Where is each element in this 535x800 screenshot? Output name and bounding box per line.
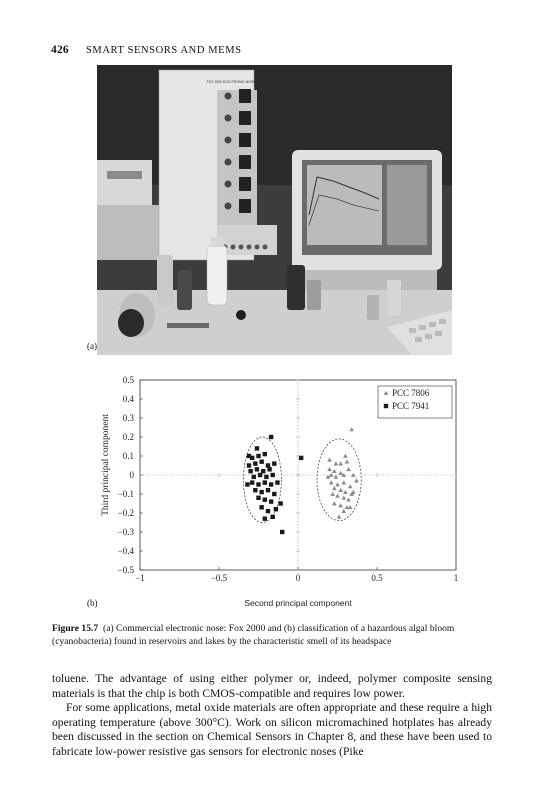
scatter-point: [351, 473, 356, 477]
body-text: [52, 672, 492, 760]
scatter-point: [346, 497, 351, 501]
y-tick-label: 0.1: [122, 451, 134, 461]
scatter-point: [337, 515, 342, 519]
scatter-point: [259, 460, 263, 464]
figure-label-b: (b): [87, 598, 98, 608]
scatter-point: [253, 488, 257, 492]
scatter-point: [255, 446, 259, 450]
scatter-point: [332, 469, 337, 473]
x-tick-label: −1: [135, 573, 145, 583]
scatter-point: [329, 480, 334, 484]
x-tick-label: 0: [295, 573, 301, 583]
scatter-point: [269, 499, 273, 503]
paragraph-1: toluene. The advantage of using either polymer or, indeed, polymer composite sensing materials is that the chip is both CMOS-compatible and requires low power.: [52, 672, 492, 700]
scatter-point: [278, 501, 282, 505]
legend-label: PCC 7806: [392, 388, 430, 398]
page-header: [51, 44, 242, 56]
scatter-point: [299, 456, 303, 460]
caption-text: (a) Commercial electronic nose: Fox 2000 and (b) classification of a hazardous algal bloom (cyanobacteria) found in reservoirs and lakes by the characteristic smell of its headspace: [52, 623, 455, 647]
scatter-point: [338, 471, 343, 475]
y-tick-label: −0.2: [117, 508, 134, 518]
cluster-ellipse: [317, 439, 361, 521]
scatter-point: [267, 467, 271, 471]
scatter-point: [343, 454, 348, 458]
y-tick-label: 0.2: [122, 432, 134, 442]
scatter-point: [266, 488, 270, 492]
scatter-point: [334, 475, 339, 479]
photo-panel-label: FOX 2000 ELECTRONIC NOSE: [206, 80, 256, 84]
scatter-point: [266, 463, 270, 467]
scatter-point: [280, 530, 284, 534]
scatter-point: [348, 505, 353, 509]
figure-label-a: (a): [87, 341, 97, 351]
scatter-point: [338, 488, 343, 492]
data-points: [245, 427, 359, 534]
scatter-point: [348, 484, 353, 488]
scatter-point: [345, 459, 350, 463]
scatter-point: [256, 496, 260, 500]
x-tick-label: 1: [453, 573, 459, 583]
page-number: 426: [51, 44, 69, 56]
scatter-point: [342, 509, 347, 513]
scatter-point: [266, 509, 270, 513]
scatter-point: [269, 482, 273, 486]
scatter-point: [327, 458, 332, 462]
scatter-point: [261, 469, 265, 473]
scatter-point: [263, 452, 267, 456]
y-tick-label: 0.3: [122, 413, 134, 423]
scatter-point: [252, 475, 256, 479]
scatter-point: [272, 461, 276, 465]
y-axis-label: Third principal component: [101, 414, 111, 516]
scatter-point: [248, 469, 252, 473]
scatter-point: [349, 427, 354, 431]
scatter-point: [346, 467, 351, 471]
chart-legend: [378, 386, 452, 418]
scatter-point: [253, 461, 257, 465]
pca-scatter-chart: [80, 368, 470, 610]
y-tick-label: −0.5: [117, 565, 134, 575]
running-title: SMART SENSORS AND MEMS: [85, 45, 242, 56]
scatter-point: [272, 492, 276, 496]
scatter-point: [327, 467, 332, 471]
scatter-point: [256, 482, 260, 486]
scatter-point: [338, 461, 343, 465]
scatter-point: [354, 478, 359, 482]
x-tick-labels: [135, 573, 458, 583]
scatter-point: [263, 480, 267, 484]
scatter-point: [247, 454, 251, 458]
legend-label: PCC 7941: [392, 401, 430, 411]
scatter-point: [332, 486, 337, 490]
scatter-point: [256, 454, 260, 458]
x-axis-label: Second principal component: [244, 598, 352, 608]
scatter-point: [245, 482, 249, 486]
scatter-point: [263, 517, 267, 521]
scatter-point: [269, 435, 273, 439]
figure-caption: [52, 622, 490, 648]
scatter-point: [259, 490, 263, 494]
scatter-point: [264, 475, 268, 479]
scatter-point: [343, 490, 348, 494]
y-tick-label: −0.3: [117, 527, 134, 537]
y-tick-label: 0.4: [122, 394, 134, 404]
scatter-point: [330, 492, 335, 496]
scatter-point: [263, 498, 267, 502]
scatter-point: [255, 467, 259, 471]
scatter-point: [271, 515, 275, 519]
scatter-point: [342, 496, 347, 500]
scatter-point: [275, 480, 279, 484]
scatter-point: [271, 473, 275, 477]
y-tick-label: 0.5: [122, 375, 134, 385]
scatter-point: [334, 461, 339, 465]
electronic-nose-photo: [97, 65, 452, 355]
scatter-point: [250, 480, 254, 484]
scatter-point: [338, 503, 343, 507]
scatter-point: [335, 494, 340, 498]
x-tick-label: −0.5: [210, 573, 228, 583]
scatter-point: [332, 501, 337, 505]
y-tick-label: −0.1: [117, 489, 134, 499]
y-tick-labels: [118, 375, 135, 575]
y-tick-label: −0.4: [117, 546, 134, 556]
legend-marker: [384, 404, 388, 408]
scatter-point: [259, 505, 263, 509]
scatter-point: [274, 507, 278, 511]
scatter-point: [342, 480, 347, 484]
scatter-point: [335, 482, 340, 486]
paragraph-2: For some applications, metal oxide materials are often appropriate and these require a high operating temperature (above 300°C). Work on silicon micromachined hotplates has already been discussed in the section on Chemical Sensors in Chapter 8, and these have been used to fabricate low-power resistive gas sensors for electronic noses (Pike: [52, 701, 492, 758]
scatter-point: [247, 463, 251, 467]
figure-number: Figure 15.7: [52, 623, 99, 634]
x-tick-label: 0.5: [371, 573, 383, 583]
scatter-point: [258, 473, 262, 477]
y-tick-label: 0: [129, 470, 134, 480]
